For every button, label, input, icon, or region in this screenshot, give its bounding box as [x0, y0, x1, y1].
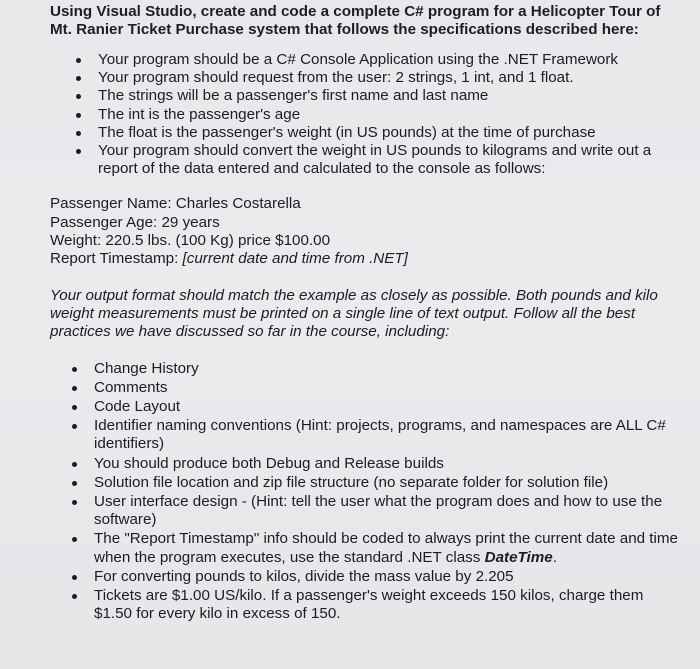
bullet-icon — [72, 367, 77, 372]
assignment-title: Using Visual Studio, create and code a complete C# program for a Helicopter Tour of Mt. Ranier Ticket Purchase system that follows the specifications described here: — [50, 3, 661, 38]
bullet-icon — [76, 131, 81, 136]
bullet-icon — [72, 405, 77, 410]
list-item: Your program should convert the weight in US pounds to kilograms and write out a report of the data entered and calculated to the console as follows: — [50, 142, 678, 178]
report-age-line: Passenger Age: 29 years — [50, 213, 220, 231]
bullet-icon — [72, 575, 77, 580]
specifications-list — [50, 51, 678, 178]
list-item: The int is the passenger's age — [50, 106, 678, 124]
bullet-icon — [72, 386, 77, 391]
bullet-icon — [72, 594, 77, 599]
list-item: Identifier naming conventions (Hint: projects, programs, and namespaces are ALL C# identifiers) — [50, 417, 678, 453]
list-item: The float is the passenger's weight (in US pounds) at the time of purchase — [50, 124, 678, 142]
bullet-icon — [76, 76, 81, 81]
instructions-note: Your output format should match the example as closely as possible. Both pounds and kilo weight measurements must be printed on a single line of text output. Follow all the best practices we have discussed so far in the course, including: — [50, 286, 658, 341]
bullet-icon — [76, 94, 81, 99]
list-item: The strings will be a passenger's first name and last name — [50, 87, 678, 105]
list-item: The "Report Timestamp" info should be coded to always print the current date and time when the program executes, use the standard .NET class DateTime. — [50, 530, 678, 566]
report-timestamp-line — [50, 250, 678, 268]
list-item: Change History — [50, 360, 678, 378]
bullet-icon — [72, 481, 77, 486]
report-weight-line: Weight: 220.5 lbs. (100 Kg) price $100.00 — [50, 232, 331, 250]
bullet-icon — [76, 113, 81, 118]
list-item: You should produce both Debug and Release builds — [50, 455, 678, 473]
list-item: Solution file location and zip file structure (no separate folder for solution file) — [50, 474, 678, 492]
best-practices-list — [50, 360, 678, 624]
bullet-icon — [72, 462, 77, 467]
list-item: For converting pounds to kilos, divide the mass value by 2.205 — [50, 568, 678, 586]
list-item: Comments — [50, 379, 678, 397]
bullet-icon — [76, 58, 81, 63]
bullet-icon — [72, 500, 77, 505]
list-item: Your program should request from the user: 2 strings, 1 int, and 1 float. — [50, 69, 678, 87]
datetime-class-name: DateTime — [484, 548, 553, 566]
report-timestamp-label: Report Timestamp: — [50, 250, 179, 268]
bullet-icon — [76, 149, 81, 154]
list-item: User interface design - (Hint: tell the user what the program does and how to use the software) — [50, 493, 678, 529]
sample-report — [50, 195, 678, 268]
report-name-line: Passenger Name: Charles Costarella — [50, 195, 301, 213]
list-item: Code Layout — [50, 398, 678, 416]
list-item: Tickets are $1.00 US/kilo. If a passenger's weight exceeds 150 kilos, charge them $1.50 for every kilo in excess of 150. — [50, 587, 678, 623]
report-timestamp-value: [current date and time from .NET] — [182, 250, 408, 268]
bullet-icon — [72, 537, 77, 542]
list-item: Your program should be a C# Console Application using the .NET Framework — [50, 51, 678, 69]
bullet-icon — [72, 424, 77, 429]
